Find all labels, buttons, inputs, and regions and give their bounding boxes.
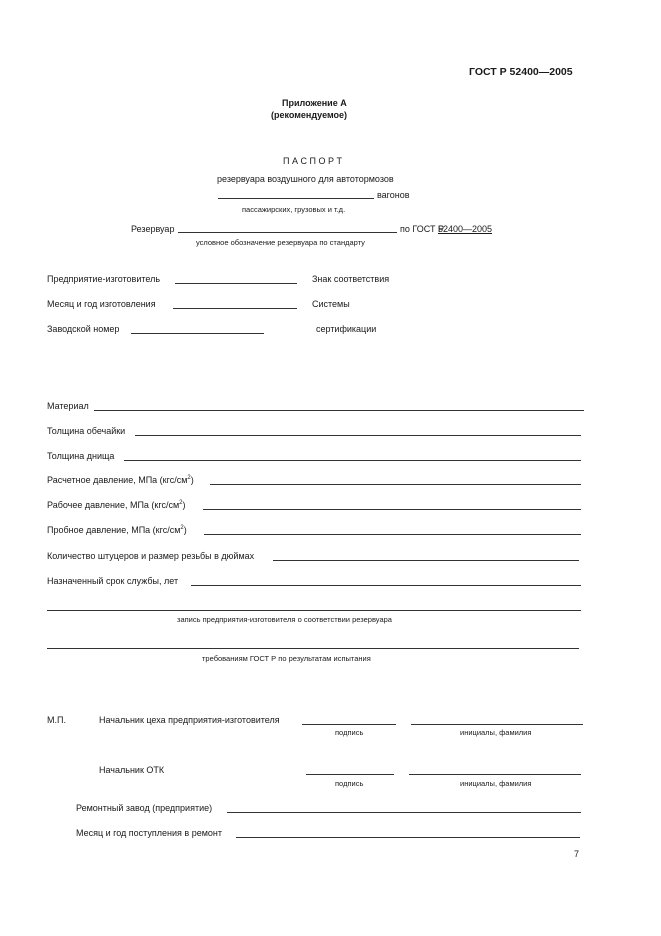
shop-head-label: Начальник цеха предприятия-изготовителя: [99, 715, 280, 725]
reservoir-label: Резервуар: [131, 224, 175, 234]
serial-line: [131, 333, 264, 334]
appendix-subtitle: (рекомендуемое): [271, 110, 347, 120]
service-life-label: Назначенный срок службы, лет: [47, 576, 179, 586]
cert-label-2: Системы: [312, 299, 350, 309]
working-pressure-line: [203, 509, 581, 510]
test-pressure-label: Пробное давление, МПа $(кгс/см^2)$: [47, 525, 187, 535]
record-line-1: [47, 610, 581, 611]
month-year-line: [173, 308, 297, 309]
repair-plant-line: [227, 812, 581, 813]
shop-head-signature-line: [302, 724, 396, 725]
design-pressure-label: Расчетное давление, МПа $(кгс/см^2)$: [47, 475, 194, 485]
repair-plant-label: Ремонтный завод (предприятие): [76, 803, 213, 813]
fittings-line: [273, 560, 579, 561]
otk-head-signature-line: [306, 774, 394, 775]
wagon-type-line: [218, 198, 374, 199]
shop-head-signature-caption: подпись: [335, 728, 364, 737]
wagons-caption: пассажирских, грузовых и т.д.: [242, 205, 346, 214]
otk-head-label: Начальник ОТК: [99, 765, 165, 775]
month-year-label: Месяц и год изготовления: [47, 299, 156, 309]
record-caption-1: запись предприятия-изготовителя о соответствии резервуара: [177, 615, 392, 624]
passport-title: П А С П О Р Т: [283, 156, 342, 166]
gost-number: 52400—2005: [438, 224, 493, 234]
design-pressure-line: [210, 484, 581, 485]
wagons-label: вагонов: [377, 190, 410, 200]
shop-head-name-line: [411, 724, 583, 725]
fittings-label: Количество штуцеров и размер резьбы в дюймах: [47, 551, 255, 561]
reservoir-line: [178, 232, 397, 233]
material-label: Материал: [47, 401, 89, 411]
reservoir-caption: условное обозначение резервуара по стандарту: [196, 238, 365, 247]
manufacturer-label: Предприятие-изготовитель: [47, 274, 161, 284]
seal-label: М.П.: [47, 715, 66, 725]
shop-head-name-caption: инициалы, фамилия: [460, 728, 532, 737]
record-line-2: [47, 648, 579, 649]
otk-head-name-line: [409, 774, 581, 775]
repair-arrival-label: Месяц и год поступления в ремонт: [76, 828, 222, 838]
repair-arrival-line: [236, 837, 580, 838]
otk-head-signature-caption: подпись: [335, 779, 364, 788]
standard-header: ГОСТ Р 52400—2005: [469, 66, 573, 78]
shell-thickness-line: [135, 435, 581, 436]
gost-prefix: по ГОСТ Р: [400, 224, 444, 234]
record-caption-2: требованиям ГОСТ Р по результатам испытания: [202, 654, 371, 663]
test-pressure-line: [204, 534, 581, 535]
manufacturer-line: [175, 283, 297, 284]
shell-thickness-label: Толщина обечайки: [47, 426, 126, 436]
appendix-title: Приложение А: [282, 98, 347, 108]
cert-label-1: Знак соответствия: [312, 274, 390, 284]
bottom-thickness-label: Толщина днища: [47, 451, 115, 461]
material-line: [94, 410, 584, 411]
otk-head-name-caption: инициалы, фамилия: [460, 779, 532, 788]
service-life-line: [191, 585, 581, 586]
cert-label-3: сертификации: [316, 324, 377, 334]
serial-label: Заводской номер: [47, 324, 120, 334]
bottom-thickness-line: [124, 460, 581, 461]
working-pressure-label: Рабочее давление, МПа $(кгс/см^2)$: [47, 500, 186, 510]
passport-subtitle: резервуара воздушного для автотормозов: [217, 174, 394, 184]
page-number: 7: [574, 849, 580, 859]
